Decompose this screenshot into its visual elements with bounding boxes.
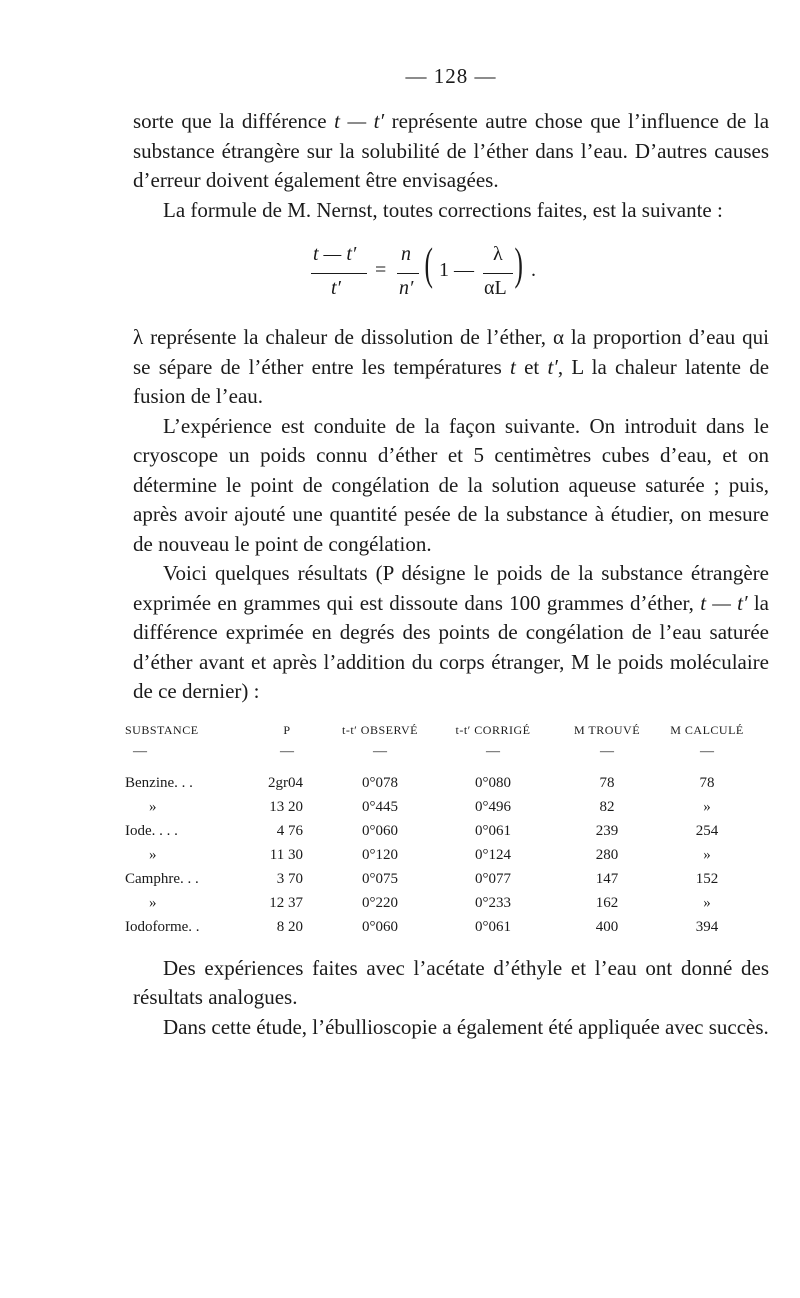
cell-observe: 0°445 xyxy=(362,799,398,815)
formula-lhs-fraction-bar xyxy=(311,273,367,274)
cell-substance: Iodoforme. . xyxy=(125,919,200,935)
paragraph-6: Des expériences faites avec l’acétate d’éthyle et l’eau ont donné des résultats analogues. xyxy=(133,955,769,1009)
formula-period: . xyxy=(531,259,536,281)
table-row xyxy=(125,892,753,916)
cell-observe: 0°220 xyxy=(362,895,398,911)
formula-n-denominator: n′ xyxy=(399,277,414,299)
cell-observe: 0°078 xyxy=(362,775,398,791)
formula-n-numerator: n xyxy=(401,243,411,265)
dash: — xyxy=(600,743,614,759)
cell-m-calcule: » xyxy=(703,847,711,863)
dash: — xyxy=(700,743,714,759)
paragraph-1-text-c: représente autre chose que l’influence de la substance étrangère sur la solubilité de l’éther dans l’eau. D’autres causes d’erreur doivent également être envisagées. xyxy=(133,109,770,192)
cell-m-trouve: 82 xyxy=(599,799,615,815)
table-row xyxy=(125,844,753,868)
cell-observe: 0°075 xyxy=(362,871,398,887)
cell-substance: Iode. . . . xyxy=(125,823,178,839)
cell-corrige: 0°124 xyxy=(475,847,511,863)
dash: — xyxy=(373,743,387,759)
cell-m-calcule: » xyxy=(703,895,711,911)
cell-substance: Benzine. . . xyxy=(125,775,193,791)
formula-one-minus: 1 — xyxy=(439,259,474,281)
cell-p: 4 76 xyxy=(276,823,303,839)
paragraph-3-text-a: λ représente la chaleur de dissolution de l’éther, α la proportion d’eau qui se sépare de l’éther entre les températures xyxy=(133,325,769,379)
formula-left-paren: ( xyxy=(424,238,433,289)
cell-m-calcule: 78 xyxy=(699,775,715,791)
formula-lambda-numerator: λ xyxy=(493,243,503,265)
paragraph-4: L’expérience est conduite de la façon suivante. On introduit dans le cryoscope un poids connu d’éther et 5 centimètres cubes d’eau, et on détermine le point de congélation de la solution aqueuse saturée ; puis, après avoir ajouté une quantité pesée de la substance à étudier, on mesure de nouveau le point de congélation. xyxy=(133,413,769,556)
table-row xyxy=(125,796,753,820)
cell-substance: » xyxy=(149,895,157,911)
table-row xyxy=(125,916,753,940)
header-observe: t-t′ OBSERVÉ xyxy=(341,722,418,737)
cell-observe: 0°120 xyxy=(362,847,398,863)
cell-substance: » xyxy=(149,847,157,863)
paragraph-3-variable-t: t xyxy=(510,354,516,379)
header-m-calcule: M CALCULÉ xyxy=(670,722,744,737)
header-corrige: t-t′ CORRIGÉ xyxy=(455,722,531,737)
header-substance: SUBSTANCE xyxy=(125,722,199,737)
paragraph-3-text-b: et xyxy=(515,354,548,379)
page-number: — 128 — xyxy=(405,64,497,88)
paragraph-1-variable: t — t′ xyxy=(334,109,385,133)
dash: — xyxy=(133,743,147,759)
formula-n-fraction-bar xyxy=(397,273,419,274)
cell-corrige: 0°233 xyxy=(475,895,511,911)
paragraph-5-text-c: la différence exprimée en degrés des points de congélation de l’eau saturée d’éther avant et après l’addition du corps étranger, M le poids moléculaire de ce dernier) : xyxy=(133,590,770,703)
paragraph-1 xyxy=(133,107,769,196)
paragraph-3-variable-t-prime: t′ xyxy=(547,354,558,379)
nernst-formula xyxy=(133,233,769,317)
cell-m-calcule: 254 xyxy=(695,823,719,839)
formula-lambda-fraction-bar xyxy=(483,273,513,274)
table-row xyxy=(125,868,753,892)
dash: — xyxy=(486,743,500,759)
cell-p: 2gr04 xyxy=(268,775,303,791)
paragraph-5-text-a: Voici quelques résultats (P désigne le poids de la substance étrangère exprimée en grammes qui est dissoute dans 100 grammes d’éther, xyxy=(133,561,769,615)
paragraph-7: Dans cette étude, l’ébullioscopie a également été appliquée avec succès. xyxy=(163,1014,769,1039)
table-dash-row xyxy=(125,740,753,772)
cell-substance: Camphre. . . xyxy=(125,871,199,887)
header-p: P xyxy=(283,722,291,737)
cell-corrige: 0°080 xyxy=(475,775,511,791)
formula-equals: = xyxy=(375,259,387,281)
table-row xyxy=(125,772,753,796)
paragraph-3-text-c: , L la chaleur latente de fusion de l’eau. xyxy=(133,354,770,408)
formula-lhs-denominator: t′ xyxy=(331,277,341,299)
cell-m-trouve: 147 xyxy=(595,871,619,887)
cell-p: 3 70 xyxy=(276,871,303,887)
table-row xyxy=(125,820,753,844)
cell-m-trouve: 162 xyxy=(595,895,619,911)
dash: — xyxy=(280,743,294,759)
paragraph-5 xyxy=(133,559,769,707)
header-m-trouve: M TROUVÉ xyxy=(573,722,641,737)
cell-m-trouve: 280 xyxy=(595,847,619,863)
table-header-row xyxy=(125,723,753,740)
cell-substance: » xyxy=(149,799,157,815)
formula-lhs-numerator: t — t′ xyxy=(313,243,357,265)
paragraph-3 xyxy=(133,323,769,412)
cell-corrige: 0°077 xyxy=(475,871,511,887)
paragraph-1-text-a: sorte que la différence xyxy=(133,109,335,133)
page xyxy=(125,64,770,1042)
cell-m-trouve: 239 xyxy=(595,823,619,839)
results-table xyxy=(125,723,753,940)
formula-right-paren: ) xyxy=(514,238,523,289)
formula-lambda-denominator: αL xyxy=(484,277,507,299)
cell-corrige: 0°496 xyxy=(475,799,511,815)
cell-p: 13 20 xyxy=(269,799,303,815)
cell-observe: 0°060 xyxy=(362,823,398,839)
cell-observe: 0°060 xyxy=(362,919,398,935)
cell-m-calcule: » xyxy=(703,799,711,815)
paragraph-2: La formule de M. Nernst, toutes corrections faites, est la suivante : xyxy=(163,197,723,222)
cell-m-trouve: 400 xyxy=(595,919,619,935)
cell-p: 12 37 xyxy=(269,895,303,911)
cell-p: 11 30 xyxy=(269,847,303,863)
cell-p: 8 20 xyxy=(276,919,303,935)
paragraph-5-variable: t — t′ xyxy=(700,590,748,615)
cell-corrige: 0°061 xyxy=(475,823,511,839)
cell-m-trouve: 78 xyxy=(599,775,615,791)
cell-m-calcule: 152 xyxy=(695,871,719,887)
cell-corrige: 0°061 xyxy=(475,919,511,935)
cell-m-calcule: 394 xyxy=(695,919,719,935)
